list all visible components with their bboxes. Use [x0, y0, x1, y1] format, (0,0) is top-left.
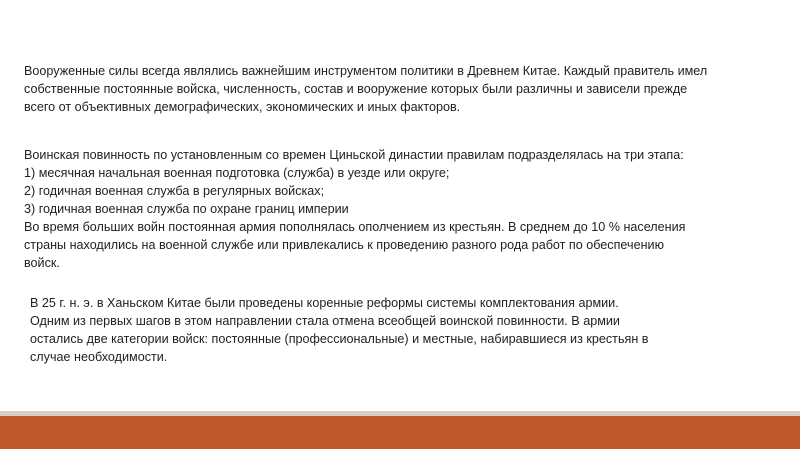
text-line: 1) месячная начальная военная подготовка (служба) в уезде или округе; [24, 166, 450, 180]
text-line: Воинская повинность по установленным со времен Циньской династии правилам подразделялась на три этапа: [24, 148, 684, 162]
paragraph-han-reforms [30, 294, 750, 366]
text-line: собственные постоянные войска, численность, состав и вооружение которых были различны и зависели прежде [24, 82, 688, 96]
text-line: 3) годичная военная служба по охране границ империи [24, 202, 349, 216]
text-line: Одним из первых шагов в этом направлении стала отмена всеобщей воинской повинности. В армии [30, 314, 620, 328]
text-line: войск. [24, 256, 60, 270]
text-line: В 25 г. н. э. в Ханьском Китае были проведены коренные реформы системы комплектования армии. [30, 296, 619, 310]
text-line: случае необходимости. [30, 350, 168, 364]
paragraph-armed-forces [24, 62, 784, 116]
text-line: остались две категории войск: постоянные (профессиональные) и местные, набиравшиеся из крестьян в [30, 332, 649, 346]
footer-band [0, 416, 800, 449]
text-line: 2) годичная военная служба в регулярных войсках; [24, 184, 325, 198]
text-line: Во время больших войн постоянная армия пополнялась ополчением из крестьян. В среднем до 10 % населения [24, 220, 686, 234]
text-line: страны находились на военной службе или привлекались к проведению разного рода работ по обеспечению [24, 238, 665, 252]
paragraph-military-duty [24, 146, 784, 272]
text-line: Вооруженные силы всегда являлись важнейшим инструментом политики в Древнем Китае. Каждый правитель имел [24, 64, 708, 78]
text-line: всего от объективных демографических, экономических и иных факторов. [24, 100, 461, 114]
